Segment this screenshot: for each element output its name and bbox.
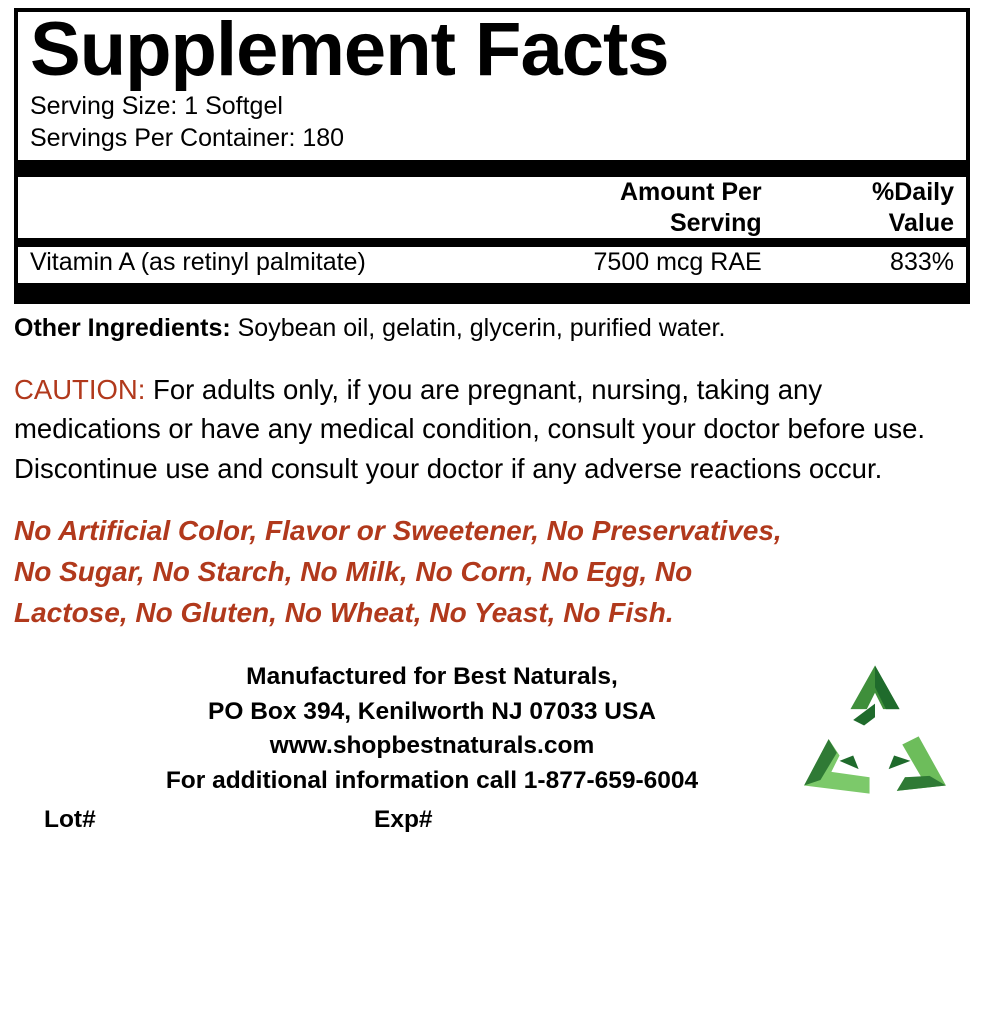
header-blank — [30, 177, 510, 238]
header-amount-line1: Amount Per — [619, 178, 762, 207]
panel-header-section — [18, 7, 966, 154]
manufacturer-line: Manufactured for Best Naturals, — [246, 662, 618, 690]
claims-line-3: Lactose, No Gluten, No Wheat, No Yeast, No Fish. — [14, 597, 674, 629]
nutrient-amount: 7500 mcg RAE — [593, 248, 762, 277]
table-header-row — [30, 177, 954, 238]
supplement-facts-panel — [14, 8, 970, 304]
claims-line-2: No Sugar, No Starch, No Milk, No Corn, No Egg, No — [14, 556, 693, 588]
website-line: www.shopbestnaturals.com — [269, 732, 595, 760]
divider-thick-bottom — [18, 283, 966, 300]
header-daily-value — [788, 177, 954, 238]
panel-title: Supplement Facts — [30, 7, 669, 92]
claims-line-1: No Artificial Color, Flavor or Sweetener, No Preservatives, — [14, 514, 782, 546]
nutrition-table-wrap — [18, 177, 966, 238]
header-dv-line2: Value — [888, 208, 954, 237]
table-row — [30, 247, 954, 277]
divider-thick-top — [18, 160, 966, 177]
address-line: PO Box 394, Kenilworth NJ 07033 USA — [208, 697, 656, 725]
serving-size: Serving Size: 1 Softgel — [30, 92, 283, 121]
nutrient-daily-value: 833% — [890, 248, 954, 277]
exp-label: Exp# — [374, 806, 433, 834]
header-amount-per-serving — [510, 177, 787, 238]
phone-line: For additional information call 1-877-659-6004 — [165, 767, 699, 795]
caution-paragraph — [14, 370, 970, 487]
nutrient-name: Vitamin A (as retinyl palmitate) — [30, 248, 366, 277]
lot-label: Lot# — [44, 806, 96, 834]
caution-label: CAUTION: — [14, 374, 146, 406]
header-amount-line2: Serving — [669, 208, 762, 237]
free-from-claims — [14, 510, 970, 634]
servings-per-container: Servings Per Container: 180 — [30, 124, 345, 153]
header-dv-line1: %Daily — [872, 178, 954, 207]
nutrient-rows-wrap — [18, 247, 966, 277]
nutrient-table — [30, 247, 954, 277]
other-ingredients-text: Soybean oil, gelatin, glycerin, purified water. — [230, 314, 726, 343]
recycle-icon — [790, 660, 960, 810]
footer-block — [14, 660, 970, 838]
other-ingredients — [14, 313, 970, 344]
other-ingredients-label: Other Ingredients: — [14, 314, 231, 343]
caution-text: For adults only, if you are pregnant, nursing, taking any medications or have any medical condition, consult your doctor before use. Discontinue use and consult your doctor if any adverse reactions occur. — [14, 374, 926, 484]
nutrition-table — [30, 177, 954, 238]
divider-under-headers — [18, 238, 966, 247]
